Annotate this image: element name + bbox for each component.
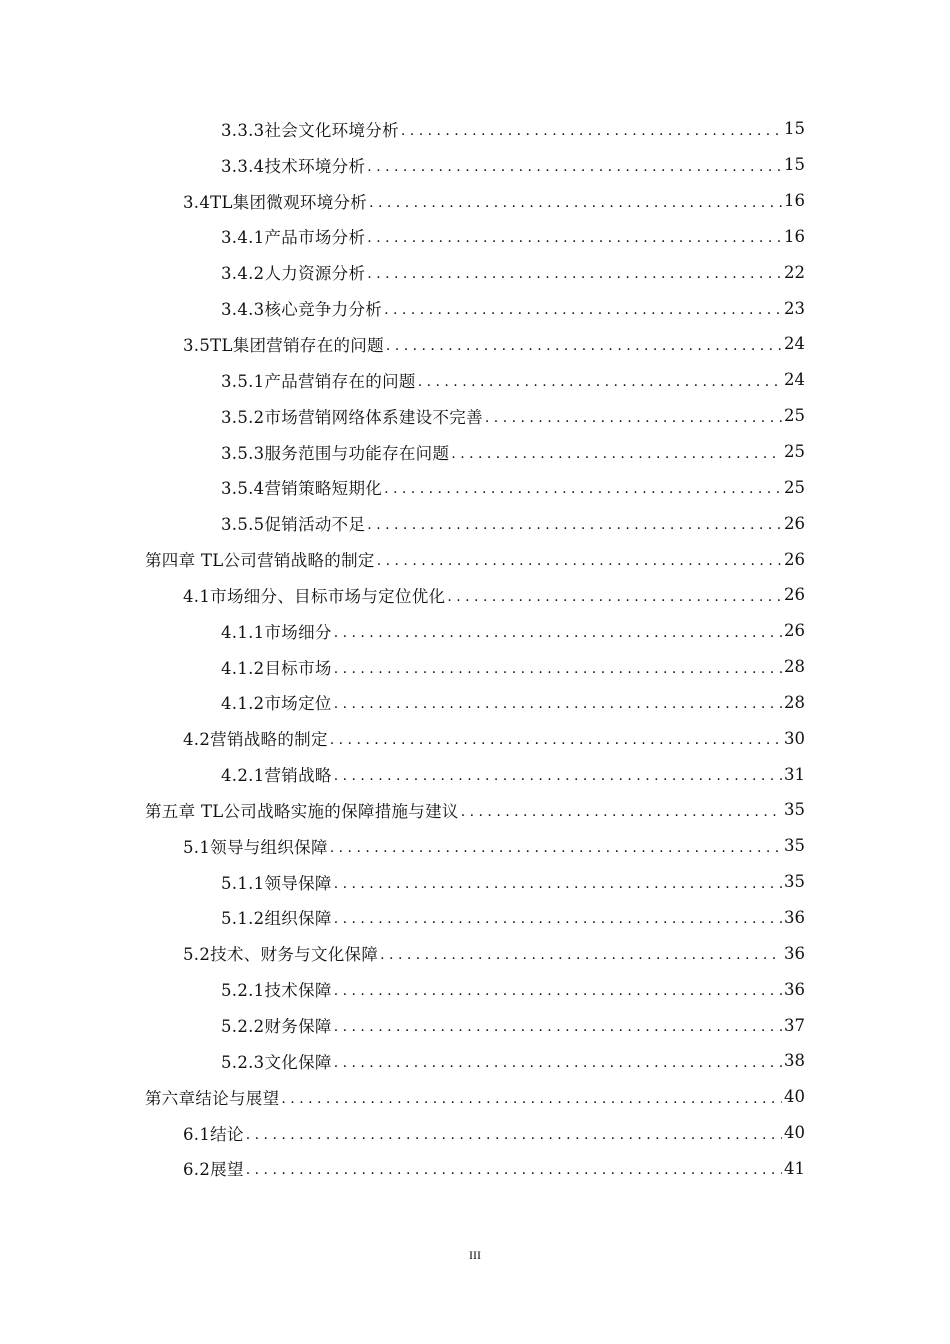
dot-leader	[401, 123, 782, 139]
dot-leader	[386, 338, 782, 354]
toc-entry-title: 3.3.4技术环境分析	[221, 156, 366, 176]
toc-entry-page: 16	[784, 191, 805, 211]
toc-entry-page: 26	[784, 513, 805, 533]
dot-leader	[451, 446, 782, 462]
toc-entry-page: 40	[784, 1123, 805, 1143]
toc-entry-page: 24	[784, 370, 805, 390]
dot-leader	[485, 410, 782, 426]
toc-entry-title: 3.5.4营销策略短期化	[221, 479, 383, 499]
toc-entry-title: 5.2.3文化保障	[221, 1052, 332, 1072]
toc-entry-title: 3.5.5促销活动不足	[221, 515, 366, 535]
toc-entry[interactable]	[0, 685, 950, 721]
toc-entry-page: 16	[784, 226, 805, 246]
toc-entry-title: 3.4TL集团微观环境分析	[183, 192, 368, 212]
dot-leader	[367, 230, 782, 246]
dot-leader	[330, 732, 782, 748]
dot-leader	[334, 1019, 782, 1035]
toc-entry[interactable]	[0, 111, 950, 147]
dot-leader	[367, 517, 782, 533]
dot-leader	[461, 804, 782, 820]
dot-leader	[384, 302, 782, 318]
dot-leader	[447, 589, 782, 605]
dot-leader	[377, 553, 782, 569]
toc-entry-title: 3.5.2市场营销网络体系建设不完善	[221, 407, 483, 427]
toc-entry[interactable]	[0, 1079, 950, 1115]
toc-entry-title: 3.4.2人力资源分析	[221, 264, 366, 284]
toc-entry-page: 35	[784, 836, 805, 856]
dot-leader	[369, 195, 782, 211]
dot-leader	[367, 159, 782, 175]
toc-entry-page: 15	[784, 155, 805, 175]
toc-entry-page: 28	[784, 692, 805, 712]
toc-entry-title: 4.1.2市场定位	[221, 694, 332, 714]
toc-entry[interactable]	[0, 828, 950, 864]
toc-entry-title: 3.5.3服务范围与功能存在问题	[221, 443, 450, 463]
dot-leader	[246, 1127, 782, 1143]
dot-leader	[384, 481, 782, 497]
toc-entry-title: 6.1结论	[183, 1124, 244, 1144]
toc-entry[interactable]	[0, 900, 950, 936]
toc-entry-page: 36	[784, 979, 805, 999]
toc-entry[interactable]	[0, 792, 950, 828]
toc-entry[interactable]	[0, 577, 950, 613]
toc-entry[interactable]	[0, 362, 950, 398]
toc-entry-title: 4.2.1营销战略	[221, 766, 332, 786]
toc-entry-title: 3.4.3核心竞争力分析	[221, 300, 383, 320]
toc-entry-page: 35	[784, 872, 805, 892]
toc-entry-title: 3.4.1产品市场分析	[221, 228, 366, 248]
toc-entry-title: 5.1.1领导保障	[221, 873, 332, 893]
toc-entry-title: 3.5TL集团营销存在的问题	[183, 335, 384, 355]
dot-leader	[380, 947, 782, 963]
toc-entry-page: 26	[784, 549, 805, 569]
table-of-contents	[0, 111, 950, 1186]
toc-entry[interactable]	[0, 756, 950, 792]
toc-entry[interactable]	[0, 147, 950, 183]
toc-entry-title: 5.2技术、财务与文化保障	[183, 945, 379, 965]
toc-entry-page: 36	[784, 943, 805, 963]
page-number: III	[469, 1248, 481, 1262]
toc-entry[interactable]	[0, 1150, 950, 1186]
toc-entry[interactable]	[0, 1043, 950, 1079]
dot-leader	[246, 1162, 782, 1178]
toc-entry[interactable]	[0, 398, 950, 434]
dot-leader	[334, 911, 782, 927]
dot-leader	[334, 768, 782, 784]
toc-entry[interactable]	[0, 219, 950, 255]
toc-entry[interactable]	[0, 720, 950, 756]
toc-entry[interactable]	[0, 541, 950, 577]
dot-leader	[330, 840, 782, 856]
toc-entry-page: 22	[784, 262, 805, 282]
toc-entry-page: 23	[784, 298, 805, 318]
toc-entry[interactable]	[0, 649, 950, 685]
toc-entry-title: 4.1市场细分、目标市场与定位优化	[183, 586, 446, 606]
toc-entry[interactable]	[0, 434, 950, 470]
dot-leader	[281, 1091, 782, 1107]
toc-entry-page: 35	[784, 800, 805, 820]
toc-entry-page: 31	[784, 764, 805, 784]
toc-entry-page: 30	[784, 728, 805, 748]
toc-entry[interactable]	[0, 469, 950, 505]
toc-entry-title: 3.3.3社会文化环境分析	[221, 120, 399, 140]
toc-entry[interactable]	[0, 864, 950, 900]
toc-entry[interactable]	[0, 613, 950, 649]
toc-entry-title: 4.2营销战略的制定	[183, 730, 328, 750]
toc-entry-page: 37	[784, 1015, 805, 1035]
toc-entry[interactable]	[0, 254, 950, 290]
dot-leader	[334, 696, 782, 712]
dot-leader	[418, 374, 782, 390]
toc-entry-title: 4.1.1市场细分	[221, 622, 332, 642]
toc-entry-title: 5.1.2组织保障	[221, 909, 332, 929]
toc-entry-title: 3.5.1产品营销存在的问题	[221, 371, 416, 391]
toc-entry-title: 5.1领导与组织保障	[183, 837, 328, 857]
toc-entry-page: 24	[784, 334, 805, 354]
dot-leader	[334, 625, 782, 641]
toc-entry[interactable]	[0, 1007, 950, 1043]
dot-leader	[334, 876, 782, 892]
toc-entry-page: 36	[784, 907, 805, 927]
toc-entry-page: 26	[784, 621, 805, 641]
toc-entry[interactable]	[0, 290, 950, 326]
toc-entry-page: 28	[784, 657, 805, 677]
toc-entry[interactable]	[0, 1115, 950, 1151]
toc-entry-page: 41	[784, 1158, 805, 1178]
toc-entry-page: 26	[784, 585, 805, 605]
toc-entry[interactable]	[0, 505, 950, 541]
toc-entry-title: 6.2展望	[183, 1160, 244, 1180]
toc-entry-title: 第五章 TL公司战略实施的保障措施与建议	[145, 801, 459, 821]
toc-entry[interactable]	[0, 326, 950, 362]
toc-entry[interactable]	[0, 183, 950, 219]
toc-entry[interactable]	[0, 971, 950, 1007]
dot-leader	[334, 983, 782, 999]
toc-entry-title: 5.2.1技术保障	[221, 981, 332, 1001]
toc-entry-title: 4.1.2目标市场	[221, 658, 332, 678]
toc-entry-page: 15	[784, 119, 805, 139]
toc-entry-page: 38	[784, 1051, 805, 1071]
toc-entry-page: 25	[784, 406, 805, 426]
toc-entry-page: 25	[784, 477, 805, 497]
toc-entry-title: 第六章结论与展望	[145, 1088, 280, 1108]
toc-entry-title: 第四章 TL公司营销战略的制定	[145, 551, 375, 571]
toc-entry-page: 25	[784, 442, 805, 462]
toc-entry-page: 40	[784, 1087, 805, 1107]
toc-entry-title: 5.2.2财务保障	[221, 1017, 332, 1037]
dot-leader	[334, 661, 782, 677]
toc-entry[interactable]	[0, 935, 950, 971]
dot-leader	[334, 1055, 782, 1071]
dot-leader	[367, 266, 782, 282]
